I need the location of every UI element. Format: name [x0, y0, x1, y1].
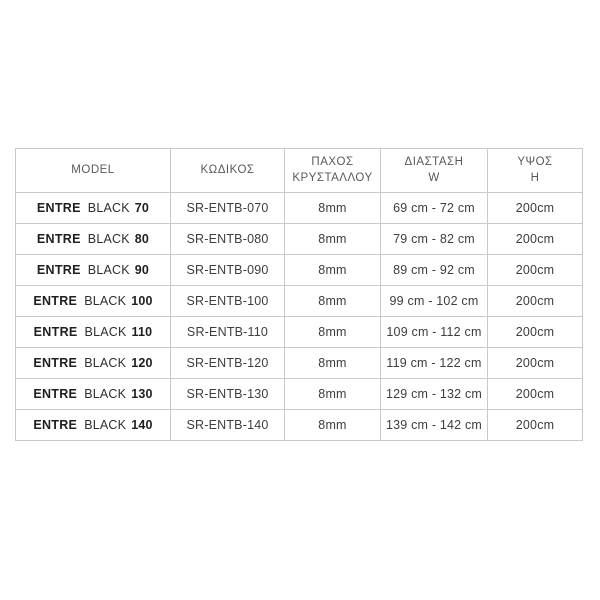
thickness-cell: 8mm	[285, 193, 381, 224]
table-row	[16, 224, 583, 255]
thickness-cell: 8mm	[285, 348, 381, 379]
height-h-cell: 200cm	[488, 348, 583, 379]
height-h-cell: 200cm	[488, 193, 583, 224]
model-cell	[16, 286, 171, 317]
code-cell: SR-ENTB-110	[171, 317, 285, 348]
header-label: ΔΙΑΣΤΑΣΗ	[404, 155, 464, 168]
code-cell: SR-ENTB-090	[171, 255, 285, 286]
model-cell	[16, 193, 171, 224]
thickness-cell: 8mm	[285, 379, 381, 410]
model-size: 70	[134, 201, 150, 215]
model-size: 100	[131, 294, 153, 308]
model-series: BLACK	[84, 387, 127, 401]
model-series: BLACK	[87, 263, 130, 277]
header-label: ΠΑΧΟΣ	[311, 155, 354, 168]
model-brand: ENTRE	[36, 201, 81, 215]
model-cell	[16, 379, 171, 410]
column-header-model	[16, 149, 171, 193]
thickness-cell: 8mm	[285, 255, 381, 286]
dimension-w-cell: 79 cm - 82 cm	[381, 224, 488, 255]
code-cell: SR-ENTB-140	[171, 410, 285, 441]
model-size: 120	[131, 356, 153, 370]
model-brand: ENTRE	[33, 387, 78, 401]
dimension-w-cell: 69 cm - 72 cm	[381, 193, 488, 224]
column-header-dimension-w	[381, 149, 488, 193]
model-brand: ENTRE	[33, 418, 78, 432]
model-brand: ENTRE	[36, 232, 81, 246]
header-label-line2: ΚΡΥΣΤΑΛΛΟΥ	[292, 171, 373, 184]
code-cell: SR-ENTB-080	[171, 224, 285, 255]
code-cell: SR-ENTB-130	[171, 379, 285, 410]
model-cell	[16, 348, 171, 379]
height-h-cell: 200cm	[488, 410, 583, 441]
model-cell	[16, 224, 171, 255]
table-row	[16, 317, 583, 348]
model-size: 140	[131, 418, 153, 432]
model-series: BLACK	[84, 294, 127, 308]
model-size: 110	[131, 325, 153, 339]
thickness-cell: 8mm	[285, 286, 381, 317]
code-cell: SR-ENTB-070	[171, 193, 285, 224]
dimension-w-cell: 119 cm - 122 cm	[381, 348, 488, 379]
height-h-cell: 200cm	[488, 379, 583, 410]
dimension-w-cell: 139 cm - 142 cm	[381, 410, 488, 441]
column-header-height-h	[488, 149, 583, 193]
model-series: BLACK	[87, 201, 130, 215]
header-label-line2: H	[530, 171, 540, 184]
model-brand: ENTRE	[33, 325, 78, 339]
table-row	[16, 286, 583, 317]
table-header	[16, 149, 583, 193]
thickness-cell: 8mm	[285, 410, 381, 441]
model-size: 80	[134, 232, 150, 246]
dimension-w-cell: 129 cm - 132 cm	[381, 379, 488, 410]
table-row	[16, 348, 583, 379]
table-row	[16, 193, 583, 224]
header-row	[16, 149, 583, 193]
model-series: BLACK	[84, 356, 127, 370]
model-cell	[16, 317, 171, 348]
column-header-thickness	[285, 149, 381, 193]
table-row	[16, 410, 583, 441]
model-cell	[16, 410, 171, 441]
dimension-w-cell: 89 cm - 92 cm	[381, 255, 488, 286]
table-body	[16, 193, 583, 441]
thickness-cell: 8mm	[285, 224, 381, 255]
header-label: ΥΨΟΣ	[517, 155, 553, 168]
product-spec-table	[15, 148, 583, 441]
table-row	[16, 255, 583, 286]
model-series: BLACK	[87, 232, 130, 246]
code-cell: SR-ENTB-120	[171, 348, 285, 379]
thickness-cell: 8mm	[285, 317, 381, 348]
model-size: 130	[131, 387, 153, 401]
model-cell	[16, 255, 171, 286]
header-label: ΚΩΔΙΚΟΣ	[200, 163, 255, 176]
table-row	[16, 379, 583, 410]
model-series: BLACK	[84, 418, 127, 432]
model-series: BLACK	[84, 325, 127, 339]
height-h-cell: 200cm	[488, 224, 583, 255]
header-label-line2: W	[428, 171, 440, 184]
height-h-cell: 200cm	[488, 317, 583, 348]
dimension-w-cell: 99 cm - 102 cm	[381, 286, 488, 317]
dimension-w-cell: 109 cm - 112 cm	[381, 317, 488, 348]
model-brand: ENTRE	[36, 263, 81, 277]
height-h-cell: 200cm	[488, 286, 583, 317]
code-cell: SR-ENTB-100	[171, 286, 285, 317]
model-size: 90	[134, 263, 150, 277]
model-brand: ENTRE	[33, 356, 78, 370]
column-header-code	[171, 149, 285, 193]
model-brand: ENTRE	[33, 294, 78, 308]
height-h-cell: 200cm	[488, 255, 583, 286]
header-label: MODEL	[71, 163, 115, 176]
